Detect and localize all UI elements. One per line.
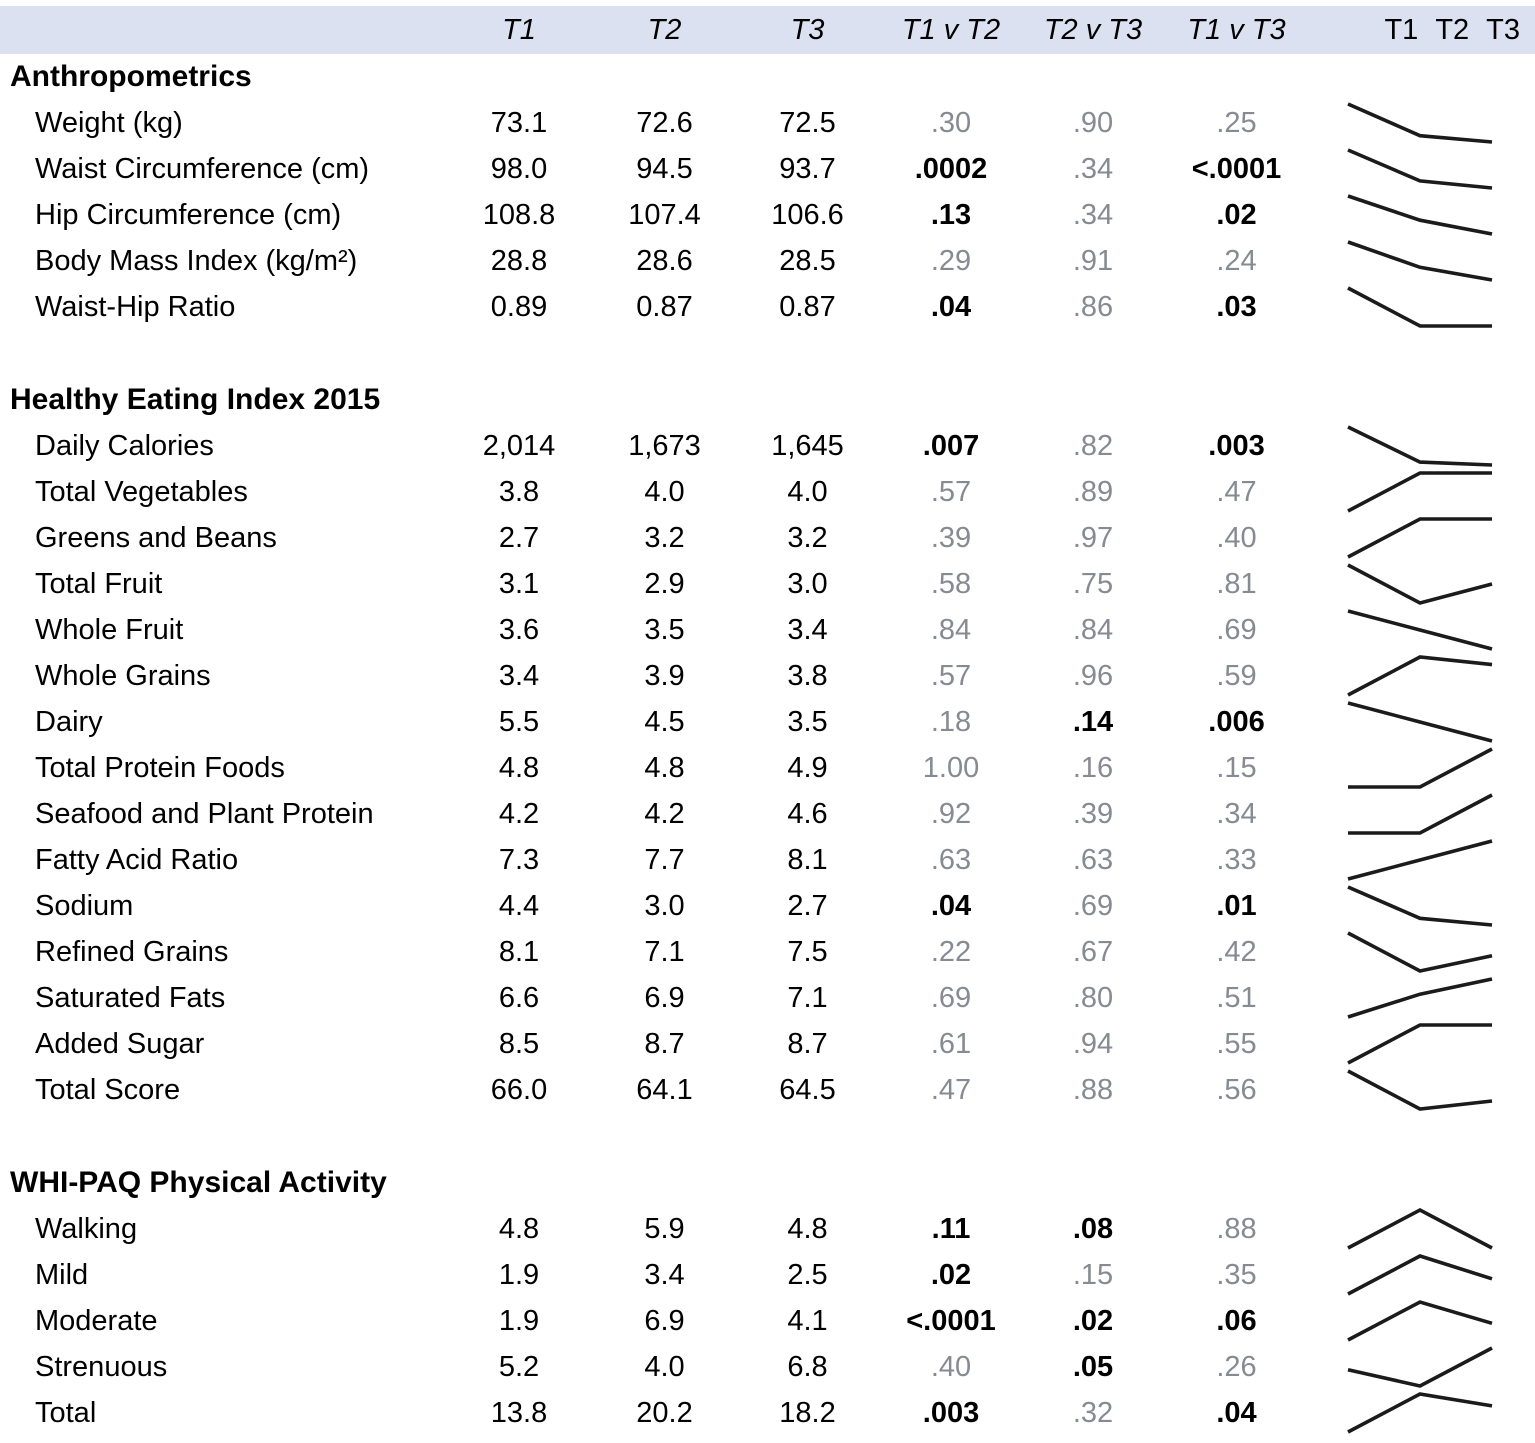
value-cell: 1.9 <box>498 1258 540 1291</box>
pvalue-cell: .01 <box>1216 889 1257 922</box>
pvalue-cell: .02 <box>1072 1304 1114 1337</box>
pvalue-cell: .69 <box>1072 889 1114 922</box>
pvalue-cell: .03 <box>1216 290 1257 323</box>
value-cell: 64.5 <box>779 1073 836 1106</box>
value-cell: 7.1 <box>644 935 685 968</box>
sparkline-cell <box>1310 193 1535 237</box>
value-cell: 4.9 <box>787 751 828 784</box>
table-row <box>0 1206 1535 1252</box>
metric-label: Daily Calories <box>35 429 214 462</box>
metric-label: Whole Grains <box>35 659 211 692</box>
column-header: T2 <box>647 13 682 46</box>
sparkline-chart <box>1310 424 1535 468</box>
value-cell: 8.5 <box>498 1027 540 1060</box>
value-cell: 28.8 <box>490 244 548 277</box>
pvalue-cell: .02 <box>930 1258 972 1291</box>
pvalue-cell: 1.00 <box>922 751 980 784</box>
sparkline-chart <box>1310 976 1535 1020</box>
value-cell: 73.1 <box>490 106 548 139</box>
value-cell: 4.4 <box>498 889 540 922</box>
value-cell: 5.2 <box>498 1350 540 1383</box>
sparkline-cell <box>1310 1207 1535 1251</box>
sparkline-chart <box>1310 470 1535 514</box>
metric-label: Waist-Hip Ratio <box>35 290 236 323</box>
section-title: Healthy Eating Index 2015 <box>10 383 381 416</box>
sparkline-chart <box>1310 1207 1535 1251</box>
table-row <box>0 929 1535 975</box>
pvalue-cell: .84 <box>930 613 972 646</box>
value-cell: 6.9 <box>644 981 685 1014</box>
table-row <box>0 1252 1535 1298</box>
pvalue-cell: .29 <box>930 244 972 277</box>
table-row <box>0 423 1535 469</box>
pvalue-cell: .26 <box>1216 1350 1257 1383</box>
sparkline-chart <box>1310 101 1535 145</box>
sparkline-cell <box>1310 1253 1535 1297</box>
pvalue-cell: .61 <box>930 1027 972 1060</box>
table-row <box>0 745 1535 791</box>
metric-label: Body Mass Index (kg/m²) <box>35 244 358 277</box>
pvalue-cell: .88 <box>1216 1212 1257 1245</box>
sparkline-chart <box>1310 930 1535 974</box>
value-cell: 93.7 <box>779 152 836 185</box>
pvalue-cell: .32 <box>1072 1396 1114 1429</box>
sparkline-header-label: T2 <box>1435 13 1470 46</box>
pvalue-cell: .80 <box>1072 981 1114 1014</box>
table-row <box>0 515 1535 561</box>
pvalue-cell: .88 <box>1072 1073 1114 1106</box>
value-cell: 28.6 <box>636 244 693 277</box>
sparkline-cell <box>1310 654 1535 698</box>
value-cell: 3.6 <box>498 613 540 646</box>
value-cell: 7.3 <box>498 843 540 876</box>
sparkline-cell <box>1310 101 1535 145</box>
pvalue-cell: .39 <box>930 521 972 554</box>
metric-label: Waist Circumference (cm) <box>35 152 370 185</box>
sparkline-cell <box>1310 1022 1535 1066</box>
table-row <box>0 1344 1535 1390</box>
table-row <box>0 837 1535 883</box>
metric-label: Walking <box>35 1212 138 1245</box>
column-header: T2 v T3 <box>1043 13 1143 46</box>
pvalue-cell: .40 <box>1216 521 1257 554</box>
value-cell: 2,014 <box>482 429 556 462</box>
metric-label: Saturated Fats <box>35 981 226 1014</box>
sparkline-cell <box>1310 470 1535 514</box>
pvalue-cell: .40 <box>930 1350 972 1383</box>
value-cell: 7.5 <box>787 935 828 968</box>
value-cell: 3.0 <box>644 889 685 922</box>
sparkline-cell <box>1310 976 1535 1020</box>
section-title: WHI-PAQ Physical Activity <box>10 1166 387 1199</box>
pvalue-cell: .003 <box>922 1396 980 1429</box>
metric-label: Mild <box>35 1258 89 1291</box>
pvalue-cell: .25 <box>1216 106 1257 139</box>
sparkline-cell <box>1310 147 1535 191</box>
pvalue-cell: .02 <box>1216 198 1257 231</box>
sparkline-column-header <box>1310 14 1535 47</box>
value-cell: 72.5 <box>779 106 836 139</box>
pvalue-cell: .57 <box>930 475 972 508</box>
metric-label: Sodium <box>35 889 134 922</box>
sparkline-chart <box>1310 746 1535 790</box>
value-cell: 4.6 <box>787 797 828 830</box>
pvalue-cell: .97 <box>1072 521 1114 554</box>
value-cell: 3.2 <box>644 521 685 554</box>
sparkline-chart <box>1310 608 1535 652</box>
sparkline-cell <box>1310 838 1535 882</box>
sparkline-chart <box>1310 1391 1535 1435</box>
pvalue-cell: .75 <box>1072 567 1114 600</box>
pvalue-cell: .67 <box>1072 935 1114 968</box>
column-header: T1 v T2 <box>901 13 1001 46</box>
column-header: T1 <box>502 13 536 46</box>
metric-label: Total Score <box>35 1073 181 1106</box>
column-header-row <box>0 6 1535 54</box>
sparkline-chart <box>1310 516 1535 560</box>
table-row <box>0 1021 1535 1067</box>
metric-label: Seafood and Plant Protein <box>35 797 374 830</box>
value-cell: 1,673 <box>628 429 701 462</box>
table-row <box>0 1390 1535 1436</box>
pvalue-cell: .16 <box>1072 751 1114 784</box>
value-cell: 4.2 <box>644 797 685 830</box>
value-cell: 7.7 <box>644 843 685 876</box>
pvalue-cell: .04 <box>1216 1396 1257 1429</box>
value-cell: 0.89 <box>490 290 548 323</box>
pvalue-cell: .63 <box>1072 843 1114 876</box>
value-cell: 3.0 <box>787 567 828 600</box>
value-cell: 2.5 <box>787 1258 828 1291</box>
value-cell: 3.5 <box>787 705 828 738</box>
value-cell: 64.1 <box>636 1073 693 1106</box>
pvalue-cell: .34 <box>1072 198 1114 231</box>
section-heading-row <box>0 54 1535 100</box>
pvalue-cell: .34 <box>1216 797 1257 830</box>
value-cell: 3.8 <box>787 659 828 692</box>
metric-label: Added Sugar <box>35 1027 205 1060</box>
value-cell: 4.5 <box>644 705 685 738</box>
value-cell: 0.87 <box>636 290 693 323</box>
pvalue-cell: .0002 <box>914 152 988 185</box>
table-row <box>0 561 1535 607</box>
sparkline-chart <box>1310 147 1535 191</box>
value-cell: 3.2 <box>787 521 828 554</box>
pvalue-cell: .81 <box>1216 567 1257 600</box>
value-cell: 6.9 <box>644 1304 685 1337</box>
table-row <box>0 607 1535 653</box>
sparkline-chart <box>1310 1299 1535 1343</box>
pvalue-cell: .94 <box>1072 1027 1114 1060</box>
value-cell: 2.7 <box>498 521 540 554</box>
value-cell: 5.9 <box>644 1212 685 1245</box>
pvalue-cell: .69 <box>930 981 972 1014</box>
pvalue-cell: .08 <box>1072 1212 1114 1245</box>
pvalue-cell: .003 <box>1208 429 1265 462</box>
value-cell: 4.0 <box>644 1350 685 1383</box>
pvalue-cell: .42 <box>1216 935 1257 968</box>
sparkline-cell <box>1310 930 1535 974</box>
sparkline-cell <box>1310 1391 1535 1435</box>
pvalue-cell: .91 <box>1072 244 1114 277</box>
value-cell: 4.2 <box>498 797 540 830</box>
sparkline-chart <box>1310 884 1535 928</box>
table-row <box>0 192 1535 238</box>
value-cell: 4.8 <box>498 751 540 784</box>
pvalue-cell: .35 <box>1216 1258 1257 1291</box>
value-cell: 8.1 <box>498 935 540 968</box>
pvalue-cell: .13 <box>930 198 972 231</box>
pvalue-cell: .86 <box>1072 290 1114 323</box>
table-row <box>0 146 1535 192</box>
sparkline-chart <box>1310 654 1535 698</box>
table-row <box>0 1067 1535 1113</box>
pvalue-cell: .18 <box>930 705 972 738</box>
value-cell: 8.7 <box>787 1027 828 1060</box>
sparkline-cell <box>1310 516 1535 560</box>
metric-label: Weight (kg) <box>35 106 183 139</box>
metric-label: Total <box>35 1396 97 1429</box>
sparkline-chart <box>1310 838 1535 882</box>
sparkline-chart <box>1310 1022 1535 1066</box>
sparkline-cell <box>1310 1299 1535 1343</box>
table-row <box>0 284 1535 330</box>
pvalue-cell: .51 <box>1216 981 1257 1014</box>
value-cell: 5.5 <box>498 705 540 738</box>
value-cell: 4.0 <box>644 475 685 508</box>
sparkline-cell <box>1310 884 1535 928</box>
pvalue-cell: .05 <box>1072 1350 1114 1383</box>
section-heading-row <box>0 1160 1535 1206</box>
pvalue-cell: .92 <box>930 797 972 830</box>
value-cell: 98.0 <box>490 152 548 185</box>
table-row <box>0 791 1535 837</box>
value-cell: 3.4 <box>498 659 540 692</box>
value-cell: 6.8 <box>787 1350 828 1383</box>
pvalue-cell: .84 <box>1072 613 1114 646</box>
pvalue-cell: .007 <box>922 429 980 462</box>
pvalue-cell: .82 <box>1072 429 1114 462</box>
pvalue-cell: .90 <box>1072 106 1114 139</box>
value-cell: 107.4 <box>628 198 701 231</box>
value-cell: 4.8 <box>644 751 685 784</box>
metric-label: Hip Circumference (cm) <box>35 198 342 231</box>
table-row <box>0 653 1535 699</box>
value-cell: 3.1 <box>498 567 540 600</box>
pvalue-cell: .63 <box>930 843 972 876</box>
pvalue-cell: .15 <box>1216 751 1257 784</box>
value-cell: 20.2 <box>636 1396 693 1429</box>
value-cell: 94.5 <box>636 152 693 185</box>
table-body <box>0 6 1535 1436</box>
sparkline-cell <box>1310 424 1535 468</box>
table-row <box>0 699 1535 745</box>
sparkline-chart <box>1310 285 1535 329</box>
sparkline-header-label: T3 <box>1486 13 1520 46</box>
pvalue-cell: .04 <box>930 290 972 323</box>
sparkline-chart <box>1310 239 1535 283</box>
section-heading-row <box>0 377 1535 423</box>
value-cell: 1,645 <box>771 429 844 462</box>
value-cell: 6.6 <box>498 981 540 1014</box>
sparkline-chart <box>1310 1253 1535 1297</box>
value-cell: 4.1 <box>787 1304 828 1337</box>
value-cell: 7.1 <box>787 981 828 1014</box>
value-cell: 3.8 <box>498 475 540 508</box>
pvalue-cell: .06 <box>1216 1304 1257 1337</box>
value-cell: 8.1 <box>787 843 828 876</box>
sparkline-cell <box>1310 1068 1535 1112</box>
pvalue-cell: .33 <box>1216 843 1257 876</box>
pvalue-cell: <.0001 <box>906 1304 996 1337</box>
metric-label: Fatty Acid Ratio <box>35 843 239 876</box>
section-title: Anthropometrics <box>10 60 252 93</box>
sparkline-cell <box>1310 700 1535 744</box>
value-cell: 13.8 <box>490 1396 548 1429</box>
value-cell: 0.87 <box>779 290 836 323</box>
pvalue-cell: .55 <box>1216 1027 1257 1060</box>
value-cell: 4.8 <box>498 1212 540 1245</box>
table-row <box>0 469 1535 515</box>
value-cell: 1.9 <box>498 1304 540 1337</box>
sparkline-chart <box>1310 1345 1535 1389</box>
pvalue-cell: .14 <box>1072 705 1114 738</box>
sparkline-cell <box>1310 285 1535 329</box>
pvalue-cell: .15 <box>1072 1258 1114 1291</box>
pvalue-cell: .56 <box>1216 1073 1257 1106</box>
section-gap <box>0 1113 1535 1160</box>
sparkline-chart <box>1310 193 1535 237</box>
sparkline-cell <box>1310 562 1535 606</box>
table-row <box>0 883 1535 929</box>
value-cell: 2.7 <box>787 889 828 922</box>
pvalue-cell: .89 <box>1072 475 1114 508</box>
pvalue-cell: .34 <box>1072 152 1114 185</box>
sparkline-chart <box>1310 792 1535 836</box>
pvalue-cell: .30 <box>930 106 972 139</box>
metric-label: Total Fruit <box>35 567 163 600</box>
value-cell: 2.9 <box>644 567 685 600</box>
value-cell: 4.0 <box>787 475 828 508</box>
pvalue-cell: .006 <box>1208 705 1265 738</box>
pvalue-cell: .69 <box>1216 613 1257 646</box>
table-row <box>0 975 1535 1021</box>
value-cell: 8.7 <box>644 1027 685 1060</box>
pvalue-cell: .11 <box>931 1212 971 1245</box>
sparkline-cell <box>1310 746 1535 790</box>
column-header: T3 <box>790 13 825 46</box>
pvalue-cell: .96 <box>1072 659 1114 692</box>
value-cell: 18.2 <box>779 1396 836 1429</box>
metric-label: Strenuous <box>35 1350 168 1383</box>
pvalue-cell: .47 <box>1216 475 1257 508</box>
sparkline-cell <box>1310 1345 1535 1389</box>
metric-label: Moderate <box>35 1304 158 1337</box>
section-gap <box>0 330 1535 377</box>
pvalue-cell: .47 <box>930 1073 972 1106</box>
value-cell: 66.0 <box>490 1073 548 1106</box>
pvalue-cell: .24 <box>1216 244 1257 277</box>
metric-label: Total Vegetables <box>35 475 248 508</box>
pvalue-cell: .04 <box>930 889 972 922</box>
sparkline-cell <box>1310 239 1535 283</box>
pvalue-cell: .57 <box>930 659 972 692</box>
sparkline-cell <box>1310 792 1535 836</box>
value-cell: 72.6 <box>636 106 693 139</box>
pvalue-cell: .59 <box>1216 659 1257 692</box>
pvalue-cell: <.0001 <box>1191 152 1282 185</box>
table-row <box>0 1298 1535 1344</box>
value-cell: 4.8 <box>787 1212 828 1245</box>
value-cell: 3.5 <box>644 613 685 646</box>
sparkline-header-label: T1 <box>1384 13 1419 46</box>
value-cell: 3.4 <box>787 613 828 646</box>
table-row <box>0 100 1535 146</box>
sparkline-chart <box>1310 1068 1535 1112</box>
value-cell: 3.9 <box>644 659 685 692</box>
sparkline-chart <box>1310 700 1535 744</box>
metric-label: Whole Fruit <box>35 613 184 646</box>
value-cell: 3.4 <box>644 1258 685 1291</box>
pvalue-cell: .39 <box>1072 797 1114 830</box>
column-header: T1 v T3 <box>1187 13 1286 46</box>
table-row <box>0 238 1535 284</box>
value-cell: 28.5 <box>779 244 836 277</box>
pvalue-cell: .58 <box>930 567 972 600</box>
metric-label: Refined Grains <box>35 935 229 968</box>
metric-label: Greens and Beans <box>35 521 277 554</box>
pvalue-cell: .22 <box>930 935 972 968</box>
metric-label: Total Protein Foods <box>35 751 285 784</box>
value-cell: 106.6 <box>771 198 844 231</box>
metric-label: Dairy <box>35 705 103 738</box>
sparkline-chart <box>1310 562 1535 606</box>
value-cell: 108.8 <box>482 198 556 231</box>
sparkline-cell <box>1310 608 1535 652</box>
